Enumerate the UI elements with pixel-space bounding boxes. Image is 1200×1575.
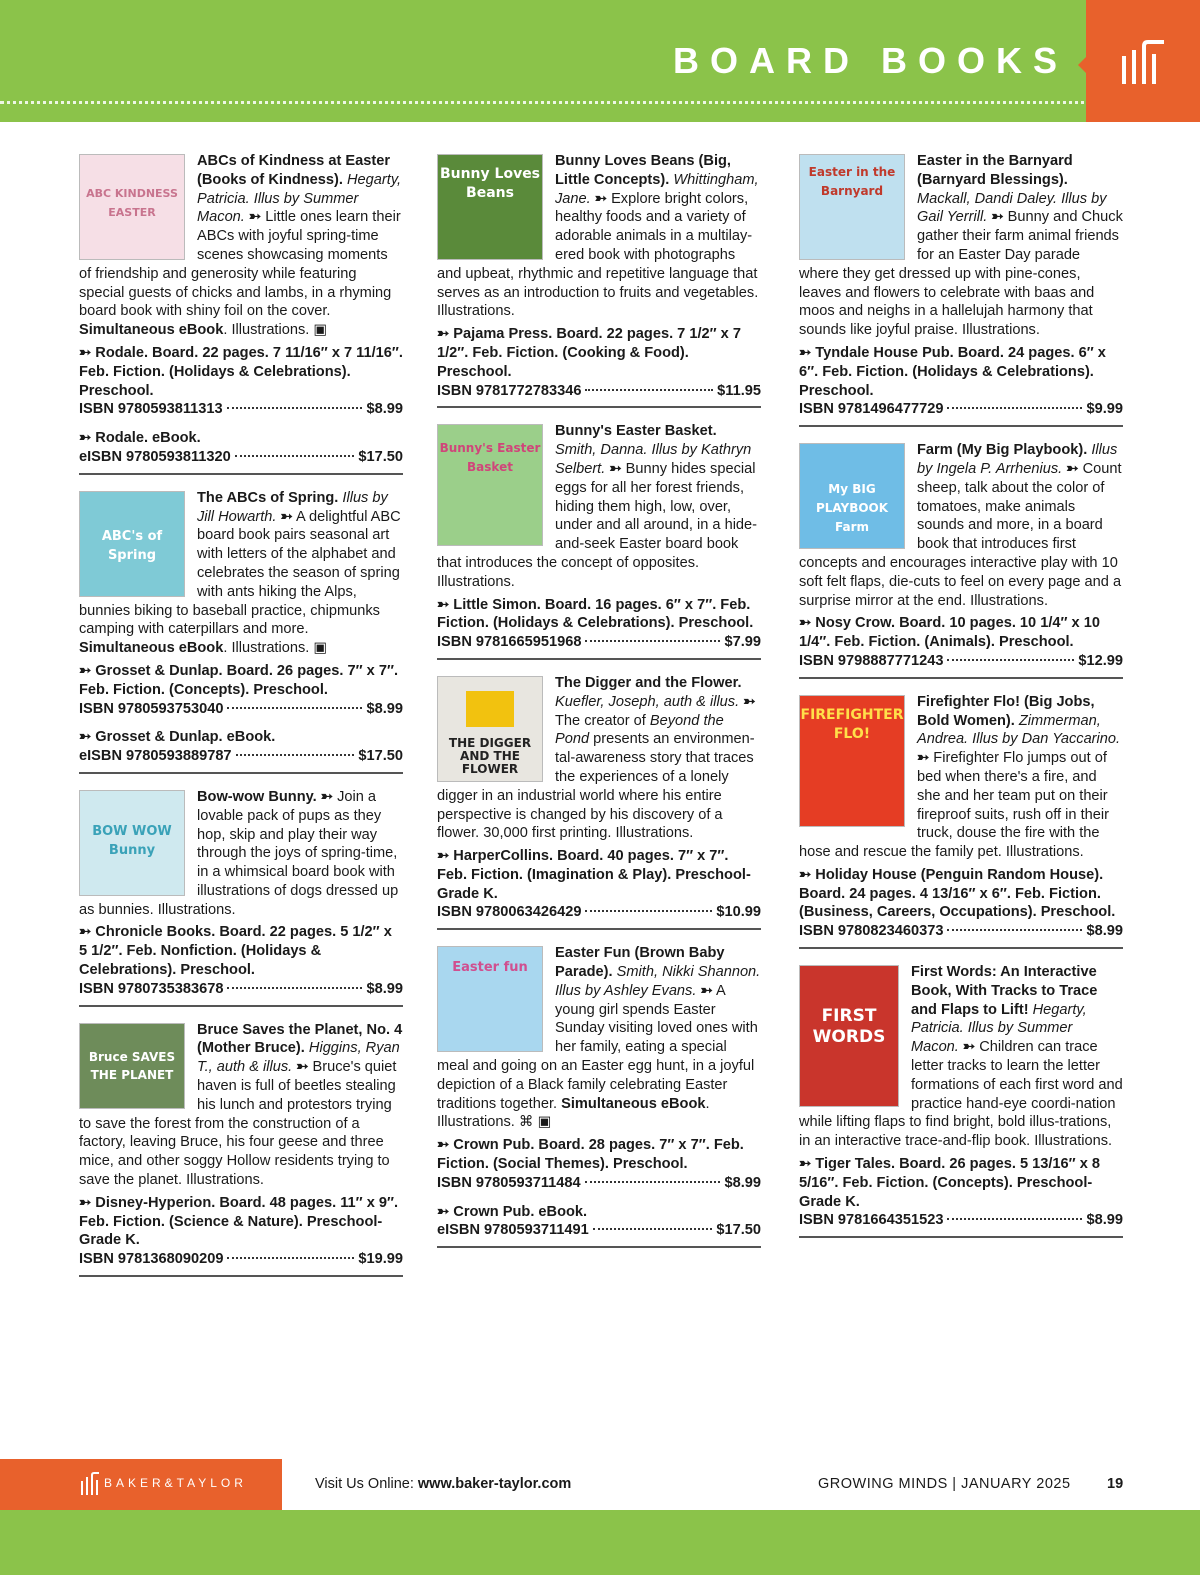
book-title: Firefighter Flo! (Big Jobs, Bold Women). — [917, 693, 1095, 729]
arrow-right-icon: ➳ — [79, 430, 92, 447]
ebook-publisher: Crown Pub. eBook. — [453, 1203, 588, 1220]
eisbn: eISBN 9780593711491 — [437, 1222, 589, 1239]
book-byline: Kuefler, Joseph, auth & illus. — [555, 693, 740, 710]
arrow-right-icon: ➳ — [917, 750, 930, 767]
arrow-right-icon: ➳ — [962, 1039, 976, 1056]
brand-tab — [1086, 0, 1200, 122]
publisher-info: Rodale. Board. 22 pages. 7 11/16″ x 7 11/16″. Feb. Fiction. (Holidays & Celebrations). Preschool. — [79, 344, 403, 399]
book-entry — [799, 152, 1123, 427]
baker-taylor-logo-icon — [80, 1472, 100, 1496]
arrow-right-icon: ➳ — [1066, 460, 1079, 477]
isbn: ISBN 9780593811313 — [79, 401, 223, 418]
arrow-right-icon: ➳ — [296, 1059, 309, 1076]
brand-bar — [0, 1459, 282, 1510]
publisher-info: Tiger Tales. Board. 26 pages. 5 13/16″ x 8 5/16″. Feb. Fiction. (Concepts). Preschool-Grade K. — [799, 1156, 1100, 1210]
isbn: ISBN 9781772783346 — [437, 382, 582, 399]
arrow-right-icon: ➳ — [280, 508, 293, 525]
price: $19.99 — [358, 1251, 403, 1268]
price: $17.50 — [716, 1222, 761, 1239]
book-byline: Illus by Ingela P. Arrhenius. — [917, 442, 1118, 477]
book-title: Bruce Saves the Planet, No. 4 (Mother Bruce). — [197, 1021, 403, 1057]
issue-label: GROWING MINDS | JANUARY 2025 — [818, 1476, 1071, 1492]
publisher-info: Chronicle Books. Board. 22 pages. 5 1/2″ x 5 1/2″. Feb. Nonfiction. (Holidays & Celebrations). Preschool. — [79, 924, 392, 979]
book-entry: ABC's of Spring The ABCs of Spring. Illus by Jill Howarth. ➳ A delightful ABC board book pairs seasonal art with letters of the alphabet and celebrates the season of spring with ants hiking the Alps, bunnies biking to baseball practice, chipmunks camping with caterpillars and more. Simultaneous eBook. Illustrations. ▣ ➳ Grosset & Dunlap. Board. 26 pages. 7″ x 7″. Feb. Fiction. (Concepts). Preschool. ISBN 9780593753040 $8.99 ➳ Grosset & Dunlap. eBook. eISBN 9780593889787 $17.50 — [79, 489, 403, 774]
eisbn: eISBN 9780593889787 — [79, 748, 232, 765]
isbn: ISBN 9781368090209 — [79, 1251, 224, 1268]
book-cover: Bunny Loves Beans — [437, 154, 543, 260]
book-byline: Mackall, Dandi Daley. Illus by Gail Yerrill. — [917, 190, 1107, 226]
isbn: ISBN 9780063426429 — [437, 904, 582, 921]
book-description: Bunny and Chuck gather their farm animal friends for an Easter Day parade where they get dressed up with pine-cones, leaves and flowers to celebrate with baas and moos and neighs in a hallelujah harmony that sounds like joyful praise. Illustrations. — [799, 209, 1123, 339]
book-title: Bunny Loves Beans (Big, Little Concepts). — [555, 153, 731, 188]
isbn: ISBN 9780593711484 — [437, 1174, 581, 1191]
price: $9.99 — [1086, 401, 1123, 418]
ebook-publisher: Rodale. eBook. — [95, 430, 201, 447]
arrow-right-icon: ➳ — [79, 662, 92, 679]
book-byline: Whittingham, Jane. — [555, 171, 759, 207]
page-footer — [0, 1459, 1200, 1510]
book-description: Bruce's quiet haven is full of beetles stealing his lunch and protestors trying to save the forest from the construction of a factory, leaving Bruce, his four geese and three mice, and other soggy Hollow residents trying to save the planet. Illustrations. — [79, 1059, 397, 1189]
book-entry — [799, 441, 1123, 679]
arrow-right-icon: ➳ — [79, 344, 92, 361]
book-byline: Smith, Danna. Illus by Kathryn Selbert. — [555, 442, 752, 477]
book-entry — [799, 963, 1123, 1238]
column-3 — [799, 152, 1123, 1252]
isbn: ISBN 9781664351523 — [799, 1212, 944, 1229]
book-title: The ABCs of Spring. — [197, 489, 339, 506]
arrow-right-icon: ➳ — [437, 1203, 450, 1220]
book-title: Easter Fun (Brown Baby Parade). — [555, 945, 725, 981]
book-cover: Easter fun — [437, 946, 543, 1052]
section-header — [0, 0, 1200, 122]
price: $8.99 — [1086, 923, 1123, 940]
book-cover: My BIG PLAYBOOK Farm — [799, 443, 905, 549]
book-title: First Words: An Interactive Book, With Tracks to Trace and Flaps to Lift! — [911, 964, 1098, 1018]
book-cover: Easter in the Barnyard — [799, 154, 905, 260]
book-description: A delightful ABC board book pairs seasonal art with letters of the alphabet and celebrates the season of spring with ants hiking the Alps, bunnies biking to baseball practice, chipmunks camping with caterpillars and more. — [79, 508, 401, 638]
publisher-info: Grosset & Dunlap. Board. 26 pages. 7″ x 7″. Feb. Fiction. (Concepts). Preschool. — [79, 662, 399, 698]
publisher-info: Crown Pub. Board. 28 pages. 7″ x 7″. Feb. Fiction. (Social Themes). Preschool. — [437, 1137, 744, 1173]
ebook-icon: ▣ — [537, 1114, 552, 1131]
book-cover: ABC's of Spring — [79, 491, 185, 597]
arrow-right-icon: ➳ — [79, 924, 92, 941]
book-entry — [79, 788, 403, 1007]
price: $8.99 — [366, 700, 403, 717]
ebook-icon: ▣ — [313, 322, 328, 339]
isbn: ISBN 9780735383678 — [79, 980, 224, 997]
publisher-info: Tyndale House Pub. Board. 24 pages. 6″ x 6″. Feb. Fiction. (Holidays & Celebrations). Preschool. — [799, 344, 1106, 399]
book-description: Join a lovable pack of pups as they hop, skip and play their way through the joys of spring-time, in a whimsical board book with illustrations of dogs dressed up as bunnies. Illustrations. — [79, 788, 399, 918]
publisher-info: Pajama Press. Board. 22 pages. 7 1/2″ x 7 1/2″. Feb. Fiction. (Cooking & Food). Preschool. — [437, 326, 741, 380]
isbn: ISBN 9780593753040 — [79, 700, 224, 717]
price: $7.99 — [724, 634, 761, 651]
column-1 — [79, 152, 403, 1291]
book-title: Bow-wow Bunny. — [197, 788, 317, 805]
book-entry: Easter fun Easter Fun (Brown Baby Parade). Smith, Nikki Shannon. Illus by Ashley Evans. ➳ A young girl spends Easter Sunday visiting loved ones with her family, eating a special meal and going on an Easter egg hunt, in a joyful depiction of a Black family celebrating Easter traditions together. Simultaneous eBook. Illustrations. ⌘ ▣ ➳ Crown Pub. Board. 28 pages. 7″ x 7″. Feb. Fiction. (Social Themes). Preschool. ISBN 9780593711484 $8.99 ➳ Crown Pub. eBook. eISBN 9780593711491 $17.50 — [437, 944, 761, 1248]
arrow-right-icon: ➳ — [799, 866, 812, 883]
book-cover: Bruce SAVES THE PLANET — [79, 1023, 185, 1109]
book-cover: THE DIGGER AND THE FLOWER — [437, 676, 543, 782]
visit-label: Visit Us Online: — [315, 1476, 414, 1492]
book-description: Bunny hides special eggs for all her forest friends, hiding them high, low, over, under and all around, in a hide-and-seek Easter board book that introduces the concept of opposites. Illustrations. — [437, 460, 758, 590]
price: $12.99 — [1078, 652, 1123, 669]
book-entry: ABC KINDNESS EASTER ABCs of Kindness at Easter (Books of Kindness). Hegarty, Patricia. Illus by Summer Macon. ➳ Little ones learn their ABCs with joyful spring-time scenes showcasing moments of friendship and generosity while featuring special guests of chicks and lambs, in a rhyming board book with shiny foil on the cover. Simultaneous eBook. Illustrations. ▣ ➳ Rodale. Board. 22 pages. 7 11/16″ x 7 11/16″. Feb. Fiction. (Holidays & Celebrations). Preschool. ISBN 9780593811313 $8.99 ➳ Rodale. eBook. eISBN 9780593811320 $17.50 — [79, 152, 403, 475]
arrow-right-icon: ➳ — [79, 729, 92, 746]
book-byline: Zimmerman, Andrea. Illus by Dan Yaccarino. — [917, 712, 1121, 748]
ebook-publisher: Grosset & Dunlap. eBook. — [95, 729, 276, 746]
book-entry — [79, 1021, 403, 1277]
book-description: A young girl spends Easter Sunday visiting loved ones with her family, eating a special meal and going on an Easter egg hunt, in a joyful depiction of a Black family celebrating Easter traditions together. — [437, 982, 758, 1112]
eisbn: eISBN 9780593811320 — [79, 448, 231, 465]
price: $11.95 — [717, 382, 761, 399]
book-byline: Hegarty, Patricia. Illus by Summer Macon. — [197, 171, 402, 226]
book-cover: ABC KINDNESS EASTER — [79, 154, 185, 260]
column-2 — [437, 152, 761, 1262]
book-title: Bunny's Easter Basket. — [555, 423, 717, 440]
isbn: ISBN 9781496477729 — [799, 401, 944, 418]
bottom-bar — [0, 1510, 1200, 1575]
publisher-info: Nosy Crow. Board. 10 pages. 10 1/4″ x 10 1/4″. Feb. Fiction. (Animals). Preschool. — [799, 615, 1100, 651]
book-byline: Hegarty, Patricia. Illus by Summer Macon. — [911, 1001, 1087, 1056]
book-title: ABCs of Kindness at Easter (Books of Kindness). — [197, 153, 391, 188]
book-title: Farm (My Big Playbook). — [917, 442, 1088, 459]
arrow-right-icon: ➳ — [79, 1194, 92, 1211]
price: $17.50 — [358, 748, 403, 765]
arrow-right-icon: ➳ — [437, 596, 450, 613]
book-description: presents an environmen-tal-awareness story that traces the experiences of a lonely digger in an industrial world where his entire perspective is changed by his discovery of a flower. 30,000 first printing. Illustrations. — [437, 731, 755, 842]
book-description: Little ones learn their ABCs with joyful spring-time scenes showcasing moments of friendship and generosity while featuring special guests of chicks and lambs, in a rhyming board book with shiny foil on the cover. — [79, 209, 401, 320]
arrow-right-icon: ➳ — [320, 788, 334, 805]
book-byline: Higgins, Ryan T., auth & illus. — [197, 1040, 400, 1076]
arrow-right-icon: ➳ — [437, 326, 450, 343]
book-description: Explore bright colors, healthy foods and a variety of adorable animals in a multilay-ered book with photographs and upbeat, rhythmic and repetitive language that serves as an introduction to fruits and vegetables. Illustrations. — [437, 190, 759, 320]
arrow-right-icon: ➳ — [799, 344, 812, 361]
book-entry — [437, 152, 761, 408]
book-entry — [437, 422, 761, 660]
book-byline: Smith, Nikki Shannon. Illus by Ashley Evans. — [555, 964, 761, 999]
arrow-right-icon: ➳ — [743, 693, 756, 710]
price: $8.99 — [1086, 1212, 1123, 1229]
arrow-right-icon: ➳ — [248, 209, 262, 226]
price: $8.99 — [366, 980, 403, 997]
publisher-info: Disney-Hyperion. Board. 48 pages. 11″ x 9″. Feb. Fiction. (Science & Nature). Preschool-Grade K. — [79, 1194, 399, 1249]
price: $8.99 — [366, 401, 403, 418]
publisher-info: Little Simon. Board. 16 pages. 6″ x 7″. Feb. Fiction. (Holidays & Celebrations). Preschool. — [437, 596, 754, 632]
book-title: Easter in the Barnyard (Barnyard Blessings). — [917, 153, 1073, 188]
book-description: Count sheep, talk about the color of tomatoes, make animals sounds and more, in a board book that introduces first concepts and encourages interactive play with 10 soft felt flaps, die-cuts to feel on every page and a surprise mirror at the end. Illustrations. — [799, 460, 1122, 609]
arrow-right-icon: ➳ — [437, 848, 450, 865]
book-description: Children can trace letter tracks to learn the letter formations of each first word and practice hand-eye coordi-nation while lifting flaps to find bright, bold illus-trations, in an interactive trace-and-flip book. Illustrations. — [799, 1039, 1123, 1150]
price: $17.50 — [358, 448, 403, 465]
arrow-right-icon: ➳ — [991, 209, 1004, 226]
price: $10.99 — [716, 904, 761, 921]
arrow-right-icon: ➳ — [609, 460, 622, 477]
publisher-info: HarperCollins. Board. 40 pages. 7″ x 7″. Feb. Fiction. (Imagination & Play). Preschool-Grade K. — [437, 848, 751, 902]
arrow-right-icon: ➳ — [437, 1137, 450, 1154]
price: $8.99 — [724, 1174, 761, 1191]
arrow-right-icon: ➳ — [799, 1156, 812, 1173]
dotted-divider — [0, 101, 1200, 104]
book-byline: Illus by Jill Howarth. — [197, 489, 388, 525]
ebook-icon: ▣ — [313, 640, 328, 657]
book-entry — [799, 693, 1123, 949]
brand-name: BAKER&TAYLOR — [104, 1476, 247, 1490]
book-title: The Digger and the Flower. — [555, 674, 742, 691]
book-cover: Bunny's Easter Basket — [437, 424, 543, 546]
arrow-right-icon: ➳ — [700, 982, 713, 999]
section-title: BOARD BOOKS — [672, 40, 1068, 81]
page-number: 19 — [1107, 1476, 1124, 1492]
website-link[interactable]: www.baker-taylor.com — [417, 1476, 572, 1492]
book-cover: FIREFIGHTER FLO! — [799, 695, 905, 827]
isbn: ISBN 9781665951968 — [437, 634, 582, 651]
isbn: ISBN 9780823460373 — [799, 923, 944, 940]
book-cover: BOW WOW Bunny — [79, 790, 185, 896]
arrow-right-icon: ➳ — [594, 190, 607, 207]
isbn: ISBN 9798887771243 — [799, 652, 944, 669]
baker-taylor-logo-icon — [1118, 40, 1168, 86]
arrow-right-icon: ➳ — [799, 615, 812, 632]
book-entry: THE DIGGER AND THE FLOWER The Digger and the Flower. Kuefler, Joseph, auth & illus. ➳ The creator of Beyond the Pond presents an environmen-tal-awareness story that traces the experiences of a lonely digger in an industrial world where his entire perspective is changed by his discovery of a flower. 30,000 first printing. Illustrations. ➳ HarperCollins. Board. 40 pages. 7″ x 7″. Feb. Fiction. (Imagination & Play). Preschool-Grade K. ISBN 9780063426429 $10.99 — [437, 674, 761, 930]
book-cover: FIRST WORDS — [799, 965, 899, 1107]
book-description: Firefighter Flo jumps out of bed when there's a fire, and she and her team put on their fireproof suits, rush off in their truck, douse the fire with the hose and rescue the family pet. Illustrations. — [799, 750, 1109, 861]
publisher-info: Holiday House (Penguin Random House). Board. 24 pages. 4 13/16″ x 6″. Feb. Fiction. (Business, Careers, Occupations). Preschool. — [799, 866, 1116, 921]
